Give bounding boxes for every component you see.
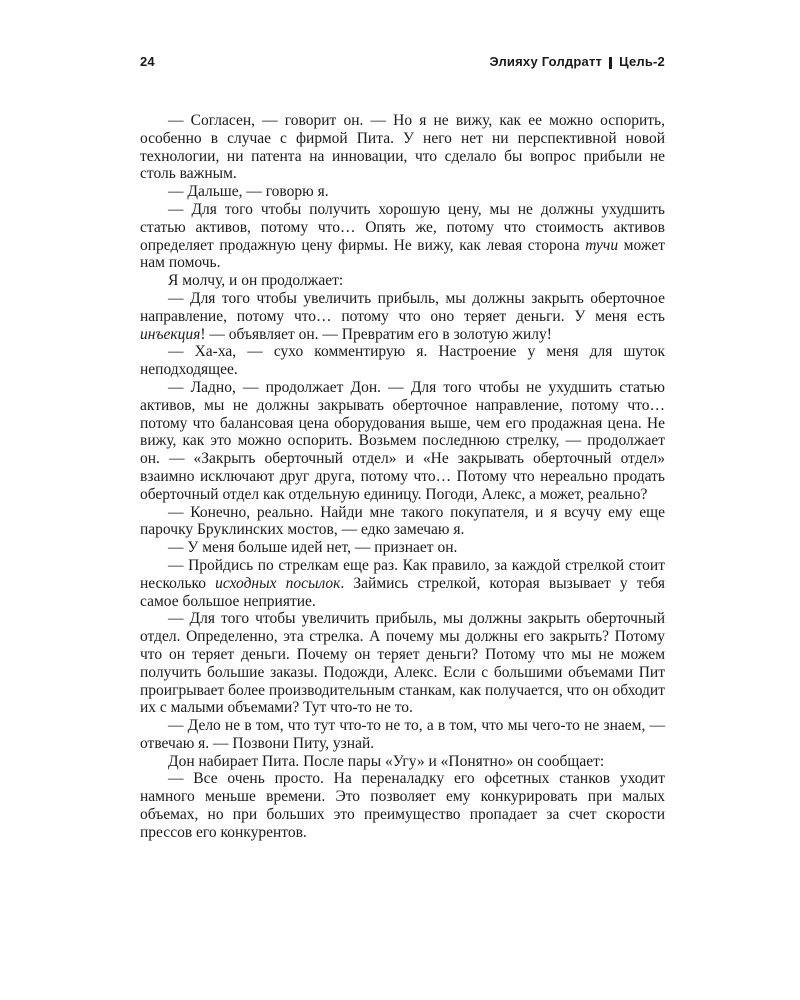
text-run: — Все очень просто. На переналадку его офсетных станков уходит намного меньше времени. Это позволяет ему конкурировать при малых объемах, но при больших это преимущество пропадает за счет скорости прессов его конкурентов.: [140, 770, 665, 841]
text-run: может нам помочь.: [140, 236, 665, 272]
text-run: — Для того чтобы увеличить прибыль, мы должны закрыть оберточный отдел. Определенно, эта стрелка. А почему мы должны его закрыть? Потому что он теряет деньги. Почему он теряет деньги? Потому что мы не можем получить большие заказы. Подожди, Алекс. Если с большими объемами Пит проигрывает более производительным станкам, как получается, что он обходит их с малыми объемами? Тут что-то не то.: [140, 610, 666, 717]
text-run: — Дело не в том, что тут что-то не то, а в том, что мы чего-то не знаем, — отвечаю я. — Позвони Питу, узнай.: [140, 717, 665, 752]
running-title: [489, 54, 665, 69]
paragraph: [140, 379, 665, 504]
separator-bar-icon: [609, 57, 612, 69]
text-run: — Пройдись по стрелкам еще раз. Как правило, за каждой стрелкой стоит несколько: [140, 556, 665, 592]
paragraph: [140, 183, 665, 201]
paragraph: [140, 770, 665, 841]
page-number: 24: [140, 54, 155, 69]
text-run: — Для того чтобы увеличить прибыль, мы должны закрыть оберточное направление, потому что… потому что оно теряет деньги. У меня есть: [140, 289, 665, 325]
text-run: — Для того чтобы получить хорошую цену, мы не должны ухудшить статью активов, потому что… Опять же, потому что стоимость активов определяет продажную цену фирмы. Не вижу, как левая сторона: [140, 200, 665, 254]
paragraph: [140, 201, 665, 272]
text-run: — Конечно, реально. Найди мне такого покупателя, и я всучу ему еще парочку Бруклинских мостов, — едко замечаю я.: [140, 503, 665, 539]
paragraph: [140, 504, 665, 540]
text-run: — Дальше, — говорю я.: [168, 183, 329, 201]
text-run: — Согласен, — говорит он. — Но я не вижу, как ее можно оспорить, особенно в случае с фирмой Пита. У него нет ни перспективной новой технологии, ни патента на инновации, что сделало бы вопрос прибыли не столь важным.: [140, 112, 665, 183]
body-text: [140, 112, 665, 842]
italic-text-run: исходных посылок: [215, 574, 341, 592]
book-title: Цель-2: [619, 54, 665, 69]
author-name: Элияху Голдратт: [489, 54, 603, 69]
running-header: [140, 54, 665, 69]
paragraph: [140, 539, 665, 557]
paragraph: [140, 753, 665, 771]
paragraph: [140, 557, 665, 610]
paragraph: [140, 717, 665, 753]
text-run: . Займись стрелкой, которая вызывает у тебя самое большое неприятие.: [140, 574, 666, 610]
paragraph: [140, 272, 665, 290]
text-run: ! — объявляет он. — Превратим его в золотую жилу!: [200, 325, 552, 343]
text-run: Дон набирает Пита. После пары «Угу» и «Понятно» он сообщает:: [168, 752, 605, 770]
paragraph: [140, 610, 665, 717]
italic-text-run: тучи: [585, 236, 619, 254]
text-run: Я молчу, и он продолжает:: [168, 272, 344, 290]
text-run: — Ладно, — продолжает Дон. — Для того чтобы не ухудшить статью активов, мы не должны закрывать оберточное направление, потому что… потому что балансовая цена оборудования выше, чем его продажная цена. Не вижу, как это можно оспорить. Возьмем последнюю стрелку, — продолжает он. — «Закрыть оберточный отдел» и «Не закрывать оберточный отдел» взаимно исключают друг друга, потому что… Потому что нереально продать оберточный отдел как отдельную единицу. Погоди, Алекс, а может, реально?: [140, 378, 665, 503]
text-run: — Ха-ха, — сухо комментирую я. Настроение у меня для шуток неподходящее.: [140, 343, 665, 379]
paragraph: [140, 290, 665, 343]
text-run: — У меня больше идей нет, — признает он.: [168, 539, 458, 557]
paragraph: [140, 112, 665, 183]
paragraph: [140, 343, 665, 379]
italic-text-run: инъекция: [140, 325, 201, 343]
